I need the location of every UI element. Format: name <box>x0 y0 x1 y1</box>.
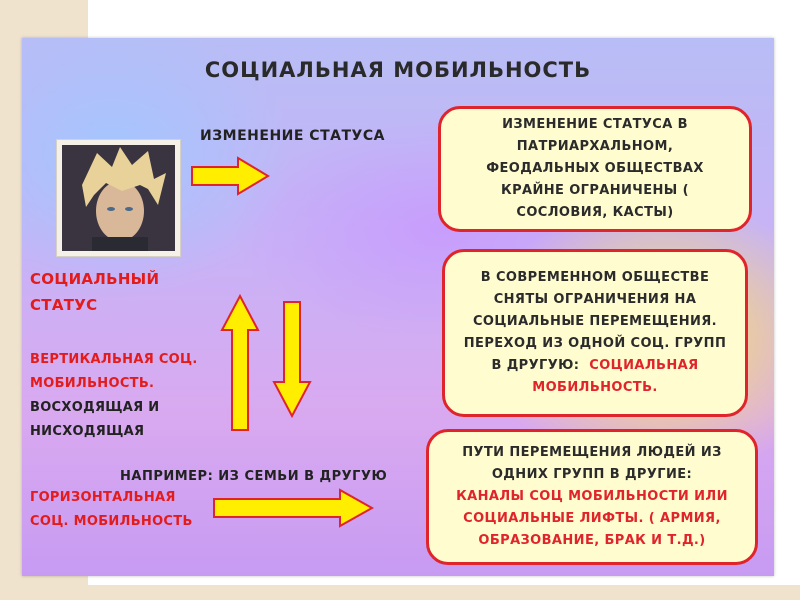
vertical-mobility-text <box>30 348 198 444</box>
social-status-label <box>30 266 159 318</box>
box1-line-1: ИЗМЕНЕНИЕ СТАТУСА В <box>502 117 688 132</box>
right-arrow-horizontal <box>212 488 376 528</box>
box3-line-3: КАНАЛЫ СОЦ МОБИЛЬНОСТИ ИЛИ <box>456 489 728 504</box>
decorative-bottom-strip <box>0 585 800 600</box>
box2-line-6: МОБИЛЬНОСТЬ. <box>532 380 658 395</box>
box3-line-1: ПУТИ ПЕРЕМЕЩЕНИЯ ЛЮДЕЙ ИЗ <box>462 445 722 460</box>
box2-line-3: СОЦИАЛЬНЫЕ ПЕРЕМЕЩЕНИЯ. <box>472 314 718 329</box>
social-status-line-1: СОЦИАЛЬНЫЙ <box>30 270 160 288</box>
up-arrow <box>218 294 262 434</box>
info-box-traditional-societies <box>438 106 752 232</box>
horizontal-line-1: ГОРИЗОНТАЛЬНАЯ <box>30 490 176 505</box>
example-label: НАПРИМЕР: ИЗ СЕМЬИ В ДРУГУЮ <box>120 469 388 484</box>
horizontal-line-2: СОЦ. МОБИЛЬНОСТЬ <box>30 514 193 529</box>
box1-line-2: ПАТРИАРХАЛЬНОМ, <box>516 139 674 154</box>
info-box-mobility-channels <box>426 429 758 565</box>
box2-line-5-red: СОЦИАЛЬНАЯ <box>589 358 699 373</box>
portrait-image <box>62 145 175 251</box>
vertical-line-1: ВЕРТИКАЛЬНАЯ СОЦ. <box>30 352 198 367</box>
vertical-line-2: МОБИЛЬНОСТЬ. <box>30 376 155 391</box>
status-change-label: ИЗМЕНЕНИЕ СТАТУСА <box>200 128 385 144</box>
box3-line-2: ОДНИХ ГРУПП В ДРУГИЕ: <box>491 467 693 482</box>
social-status-line-2: СТАТУС <box>30 296 98 314</box>
right-arrow-status <box>190 156 272 196</box>
box1-line-5: СОСЛОВИЯ, КАСТЫ) <box>516 205 674 220</box>
presentation-slide <box>22 38 774 576</box>
box2-line-4: ПЕРЕХОД ИЗ ОДНОЙ СОЦ. ГРУПП <box>463 336 727 351</box>
horizontal-mobility-text <box>30 486 193 534</box>
box2-line-2: СНЯТЫ ОГРАНИЧЕНИЯ НА <box>493 292 697 307</box>
character-portrait <box>56 139 181 257</box>
box2-line-5 <box>464 355 726 377</box>
info-box-modern-society <box>442 249 748 417</box>
down-arrow <box>270 300 314 420</box>
box1-line-4: КРАЙНЕ ОГРАНИЧЕНЫ ( <box>501 183 689 198</box>
portrait-drawing <box>62 145 175 251</box>
box3-line-4: СОЦИАЛЬНЫЕ ЛИФТЫ. ( АРМИЯ, <box>463 511 721 526</box>
slide-title: СОЦИАЛЬНАЯ МОБИЛЬНОСТЬ <box>204 58 592 82</box>
box2-line-5-dark: В ДРУГУЮ: <box>491 358 590 373</box>
box2-line-1: В СОВРЕМЕННОМ ОБЩЕСТВЕ <box>480 270 710 285</box>
vertical-line-3: ВОСХОДЯЩАЯ И <box>30 400 160 415</box>
box1-line-3: ФЕОДАЛЬНЫХ ОБЩЕСТВАХ <box>486 161 704 176</box>
vertical-line-4: НИСХОДЯЩАЯ <box>30 424 145 439</box>
box3-line-5: ОБРАЗОВАНИЕ, БРАК И Т.Д.) <box>478 533 706 548</box>
